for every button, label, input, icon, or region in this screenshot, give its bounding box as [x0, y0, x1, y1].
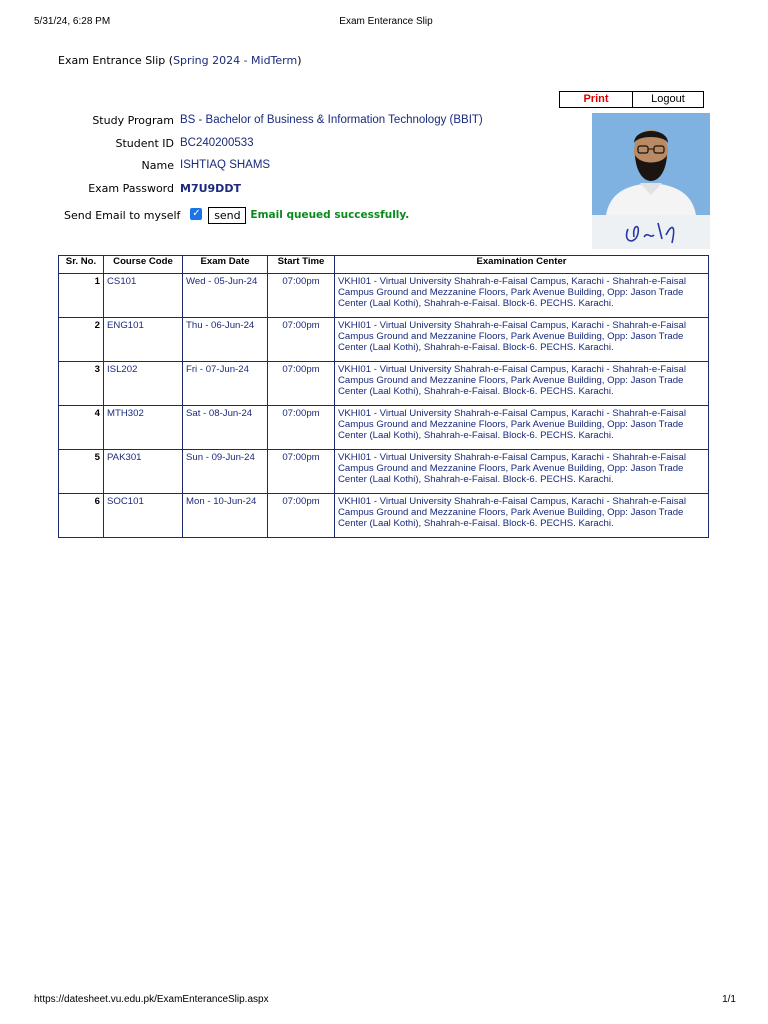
cell-course-code: SOC101 [104, 494, 183, 538]
exam-password-row [58, 180, 241, 196]
exam-password-value: M7U9DDT [180, 181, 241, 195]
exam-password-label: Exam Password [88, 181, 174, 195]
session-name: Spring 2024 - MidTerm [173, 54, 298, 67]
cell-course-code: CS101 [104, 274, 183, 318]
cell-start-time: 07:00pm [268, 450, 335, 494]
cell-course-code: PAK301 [104, 450, 183, 494]
cell-exam-date: Thu - 06-Jun-24 [183, 318, 268, 362]
cell-exam-center: VKHI01 - Virtual University Shahrah-e-Faisal Campus, Karachi - Shahrah-e-Faisal Campus Ground and Mezzanine Floors, Park Avenue Building, Opp: Jason Trade Center (Laal Kothi), Shahrah-e-Faisal. Block-6. PECHS. Karachi. [335, 274, 709, 318]
cell-start-time: 07:00pm [268, 318, 335, 362]
cell-exam-date: Sun - 09-Jun-24 [183, 450, 268, 494]
col-header-exam-date: Exam Date [183, 256, 268, 274]
cell-exam-date: Wed - 05-Jun-24 [183, 274, 268, 318]
col-header-exam-center: Examination Center [335, 256, 709, 274]
table-row [59, 318, 709, 362]
study-program-label: Study Program [92, 113, 174, 127]
print-page-number: 1/1 [722, 994, 736, 1005]
cell-start-time: 07:00pm [268, 494, 335, 538]
print-footer [34, 994, 736, 1008]
send-email-label: Send Email to myself [64, 208, 181, 222]
session-open-paren: ( [168, 54, 174, 67]
col-header-sr-no: Sr. No. [59, 256, 104, 274]
col-header-course-code: Course Code [104, 256, 183, 274]
name-value: ISHTIAQ SHAMS [180, 159, 271, 171]
page-title [58, 54, 302, 67]
cell-sr-no: 1 [59, 274, 104, 318]
table-row [59, 362, 709, 406]
session-close-paren: ) [297, 54, 302, 67]
study-program-row [58, 112, 483, 128]
cell-sr-no: 4 [59, 406, 104, 450]
student-id-label: Student ID [115, 136, 174, 150]
name-row [58, 157, 270, 173]
cell-exam-date: Mon - 10-Jun-24 [183, 494, 268, 538]
name-label: Name [141, 158, 174, 172]
cell-sr-no: 5 [59, 450, 104, 494]
cell-sr-no: 3 [59, 362, 104, 406]
cell-start-time: 07:00pm [268, 406, 335, 450]
cell-exam-center: VKHI01 - Virtual University Shahrah-e-Faisal Campus, Karachi - Shahrah-e-Faisal Campus Ground and Mezzanine Floors, Park Avenue Building, Opp: Jason Trade Center (Laal Kothi), Shahrah-e-Faisal. Block-6. PECHS. Karachi. [335, 318, 709, 362]
logout-button[interactable]: Logout [633, 91, 704, 108]
table-row [59, 274, 709, 318]
print-page-title: Exam Enterance Slip [339, 16, 433, 27]
cell-exam-center: VKHI01 - Virtual University Shahrah-e-Faisal Campus, Karachi - Shahrah-e-Faisal Campus Ground and Mezzanine Floors, Park Avenue Building, Opp: Jason Trade Center (Laal Kothi), Shahrah-e-Faisal. Block-6. PECHS. Karachi. [335, 450, 709, 494]
print-datetime: 5/31/24, 6:28 PM [34, 16, 111, 27]
send-email-checkbox[interactable]: ✓ [192, 208, 201, 219]
cell-sr-no: 2 [59, 318, 104, 362]
cell-exam-center: VKHI01 - Virtual University Shahrah-e-Faisal Campus, Karachi - Shahrah-e-Faisal Campus Ground and Mezzanine Floors, Park Avenue Building, Opp: Jason Trade Center (Laal Kothi), Shahrah-e-Faisal. Block-6. PECHS. Karachi. [335, 494, 709, 538]
table-row [59, 494, 709, 538]
cell-course-code: ENG101 [104, 318, 183, 362]
student-photo [592, 113, 710, 249]
email-row [64, 205, 409, 225]
cell-start-time: 07:00pm [268, 274, 335, 318]
cell-course-code: ISL202 [104, 362, 183, 406]
cell-exam-center: VKHI01 - Virtual University Shahrah-e-Faisal Campus, Karachi - Shahrah-e-Faisal Campus Ground and Mezzanine Floors, Park Avenue Building, Opp: Jason Trade Center (Laal Kothi), Shahrah-e-Faisal. Block-6. PECHS. Karachi. [335, 362, 709, 406]
exam-schedule-table [58, 255, 709, 538]
table-row [59, 450, 709, 494]
cell-exam-center: VKHI01 - Virtual University Shahrah-e-Faisal Campus, Karachi - Shahrah-e-Faisal Campus Ground and Mezzanine Floors, Park Avenue Building, Opp: Jason Trade Center (Laal Kothi), Shahrah-e-Faisal. Block-6. PECHS. Karachi. [335, 406, 709, 450]
cell-sr-no: 6 [59, 494, 104, 538]
study-program-value: BS - Bachelor of Business & Information Technology (BBIT) [180, 114, 483, 126]
cell-exam-date: Sat - 08-Jun-24 [183, 406, 268, 450]
print-url: https://datesheet.vu.edu.pk/ExamEnteranceSlip.aspx [34, 994, 269, 1005]
cell-course-code: MTH302 [104, 406, 183, 450]
print-header [34, 16, 738, 30]
print-button[interactable]: Print [559, 91, 633, 108]
cell-exam-date: Fri - 07-Jun-24 [183, 362, 268, 406]
table-row [59, 406, 709, 450]
slip-title-text: Exam Entrance Slip [58, 54, 166, 67]
student-id-value: BC240200533 [180, 137, 254, 149]
student-id-row [58, 135, 254, 151]
send-button[interactable]: send [208, 207, 246, 224]
col-header-start-time: Start Time [268, 256, 335, 274]
action-buttons [559, 91, 704, 108]
cell-start-time: 07:00pm [268, 362, 335, 406]
email-status-message: Email queued successfully. [250, 209, 410, 221]
table-header-row [59, 256, 709, 274]
